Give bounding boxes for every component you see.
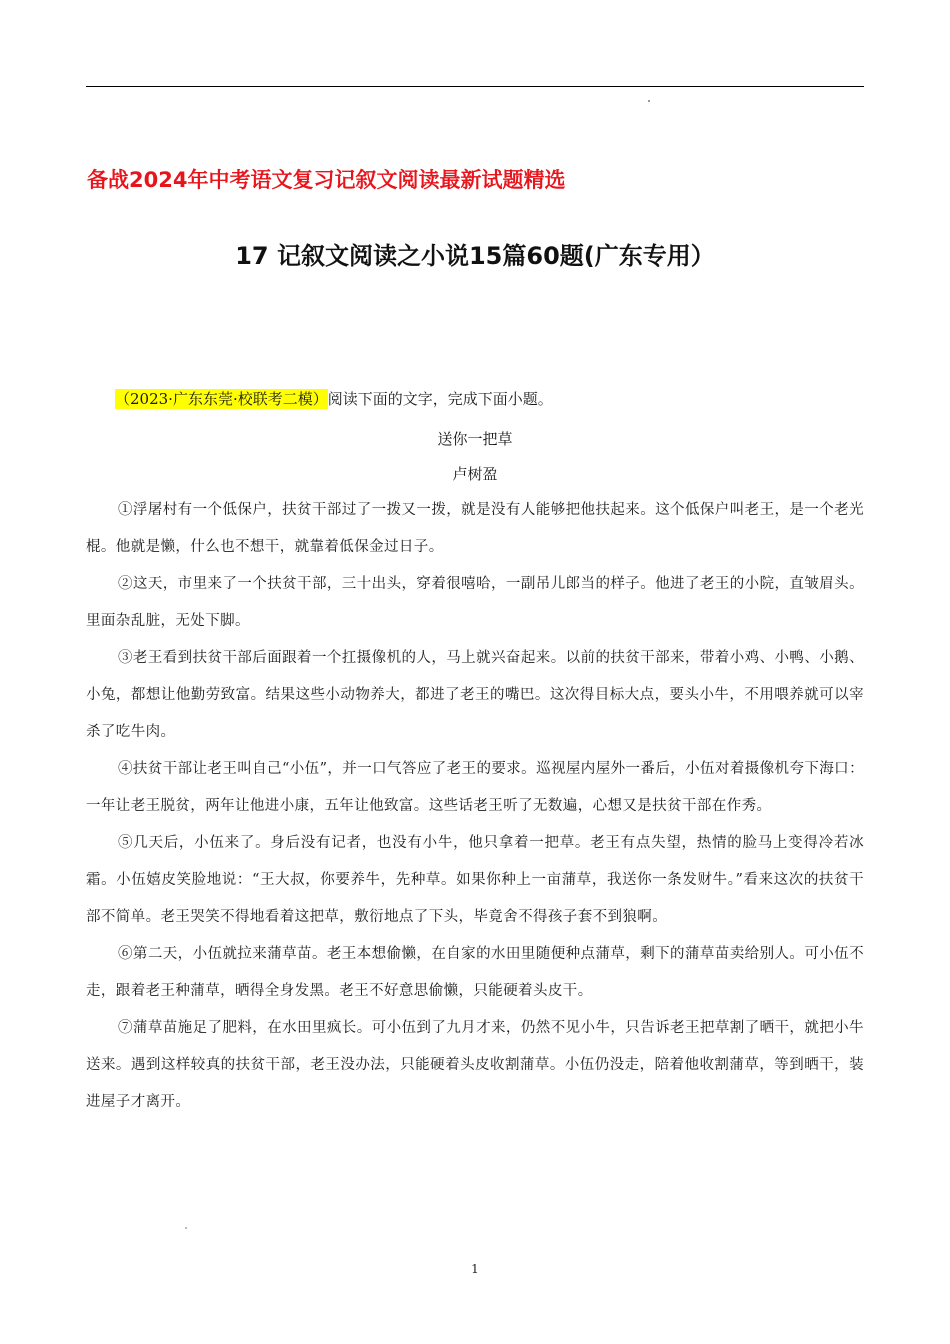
paragraph-5: ⑤几天后，小伍来了。身后没有记者，也没有小牛，他只拿着一把草。老王有点失望，热情的脸马上变得冷若冰霜。小伍嬉皮笑脸地说：“王大叔，你要养牛，先种草。如果你种上一亩蒲草，我送你一条发财牛。”看来这次的扶贫干部不简单。老王哭笑不得地看着这把草，敷衍地点了下头，毕竟舍不得孩子套不到狼啊。 bbox=[86, 835, 864, 925]
page-title: 17 记叙文阅读之小说15篇60题(广东专用） bbox=[235, 242, 715, 270]
paragraph-3: ③老王看到扶贫干部后面跟着一个扛摄像机的人，马上就兴奋起来。以前的扶贫干部来，带着小鸡、小鸭、小鹅、小兔，都想让他勤劳致富。结果这些小动物养大，都进了老王的嘴巴。这次得目标大点，要头小牛，不用喂养就可以宰杀了吃牛肉。 bbox=[86, 650, 864, 740]
paragraph-4: ④扶贫干部让老王叫自己“小伍”，并一口气答应了老王的要求。巡视屋内屋外一番后，小伍对着摄像机夸下海口：一年让老王脱贫，两年让他进小康，五年让他致富。这些话老王听了无数遍，心想又是扶贫干部在作秀。 bbox=[86, 761, 864, 814]
header-mark bbox=[648, 100, 650, 102]
paragraph-7: ⑦蒲草苗施足了肥料，在水田里疯长。可小伍到了九月才来，仍然不见小牛，只告诉老王把草割了晒干，就把小牛送来。遇到这样较真的扶贫干部，老王没办法，只能硬着头皮收割蒲草。小伍仍没走，陪着他收割蒲草，等到晒干，装进屋子才离开。 bbox=[86, 1020, 864, 1110]
story-author: 卢树盈 bbox=[452, 465, 498, 483]
story-title: 送你一把草 bbox=[437, 430, 513, 448]
paragraph-6: ⑥第二天，小伍就拉来蒲草苗。老王本想偷懒，在自家的水田里随便种点蒲草，剩下的蒲草苗卖给别人。可小伍不走，跟着老王种蒲草，晒得全身发黑。老王不好意思偷懒，只能硬着头皮干。 bbox=[86, 946, 864, 999]
footer-mark bbox=[185, 1227, 187, 1229]
story-body bbox=[86, 492, 864, 1121]
series-title: 备战2024年中考语文复习记叙文阅读最新试题精选 bbox=[87, 168, 566, 192]
source-tag: （2023·广东东莞·校联考二模） bbox=[115, 390, 328, 408]
paragraph-1: ①浮屠村有一个低保户，扶贫干部过了一拨又一拨，就是没有人能够把他扶起来。这个低保户叫老王，是一个老光棍。他就是懒，什么也不想干，就靠着低保金过日子。 bbox=[86, 502, 864, 555]
question-intro bbox=[115, 388, 553, 409]
instruction-text: 阅读下面的文字，完成下面小题。 bbox=[327, 390, 553, 408]
page-number: 1 bbox=[471, 1262, 479, 1276]
paragraph-2: ②这天，市里来了一个扶贫干部，三十出头，穿着很嘻哈，一副吊儿郎当的样子。他进了老王的小院，直皱眉头。里面杂乱脏，无处下脚。 bbox=[86, 576, 864, 629]
header-rule bbox=[86, 86, 864, 87]
